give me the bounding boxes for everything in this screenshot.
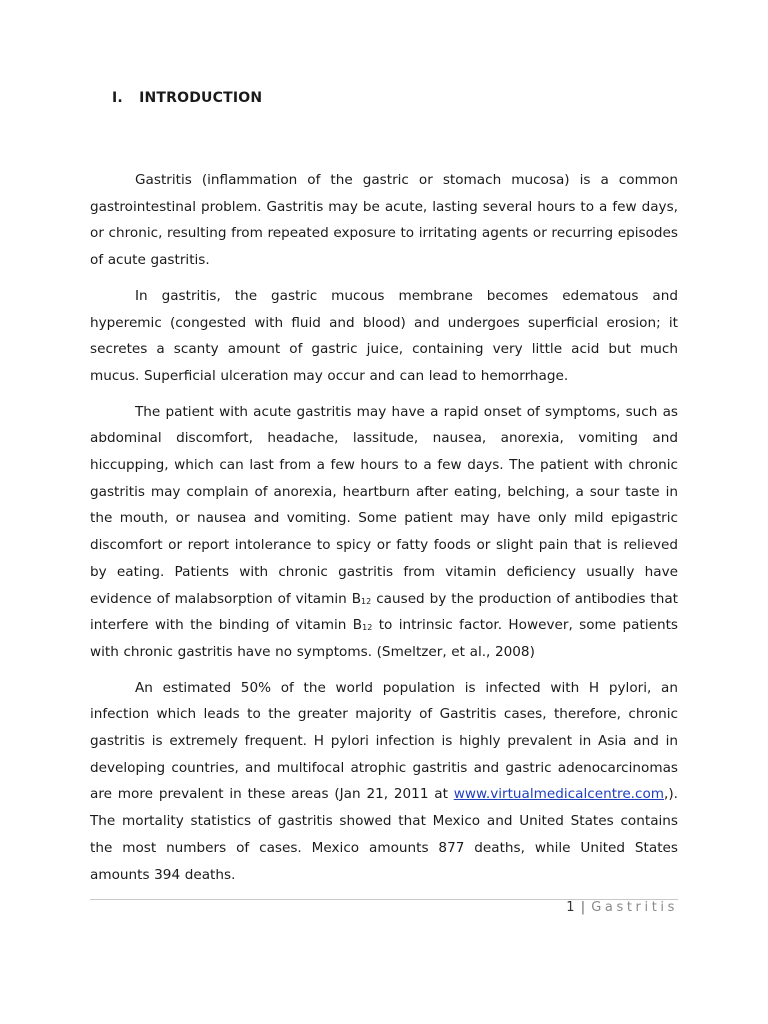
page-number: 1 (566, 900, 575, 915)
paragraph-epidemiology (90, 675, 678, 889)
paragraph-symptoms (90, 399, 678, 666)
reference-link[interactable]: www.virtualmedicalcentre.com (453, 786, 665, 803)
section-number: I. (112, 90, 123, 106)
section-title: INTRODUCTION (139, 90, 263, 106)
text-span: to intrinsic factor. However, some patients with chronic gastritis have no symptoms. (Smeltzer, et al., 2008) (90, 617, 678, 660)
footer-separator: | (580, 900, 586, 915)
paragraph-definition: Gastritis (inflammation of the gastric or stomach mucosa) is a common gastrointestinal problem. Gastritis may be acute, lasting several hours to a few days, or chronic, resulting from repeated exposure to irritating agents or recurring episodes of acute gastritis. (90, 172, 678, 269)
footer-title: Gastritis (591, 900, 678, 915)
page-footer (566, 900, 678, 915)
section-heading (112, 90, 262, 106)
text-span: An estimated 50% of the world population is infected with H pylori, an infection which leads to the greater majority of Gastritis cases, therefore, chronic gastritis is extremely frequent. H pylori infection is highly prevalent in Asia and in developing countries, and multifocal atrophic gastritis and gastric adenocarcinomas are more prevalent in these areas (Jan 21, 2011 at (90, 679, 678, 803)
text-span: ,). The mortality statistics of gastritis showed that Mexico and United States contains the most numbers of cases. Mexico amounts 877 deaths, while United States amounts 394 deaths. (90, 786, 678, 883)
subscript: 12 (362, 623, 373, 633)
text-span: The patient with acute gastritis may have a rapid onset of symptoms, such as abdominal discomfort, headache, lassitude, nausea, anorexia, vomiting and hiccupping, which can last from a few hours to a few days. The patient with chronic gastritis may complain of anorexia, heartburn after eating, belching, a sour taste in the mouth, or nausea and vomiting. Some patient may have only mild epigastric discomfort or report intolerance to spicy or fatty foods or slight pain that is relieved by eating. Patients with chronic gastritis from vitamin deficiency usually have evidence of malabsorption of vitamin B (90, 403, 678, 607)
paragraph-pathophysiology: In gastritis, the gastric mucous membrane becomes edematous and hyperemic (congested with fluid and blood) and undergoes superficial erosion; it secretes a scanty amount of gastric juice, containing very little acid but much mucus. Superficial ulceration may occur and can lead to hemorrhage. (90, 287, 678, 384)
body-text (90, 167, 678, 897)
text-span: caused by the production of antibodies that interfere with the binding of vitamin B (90, 590, 678, 634)
subscript: 12 (361, 596, 372, 606)
